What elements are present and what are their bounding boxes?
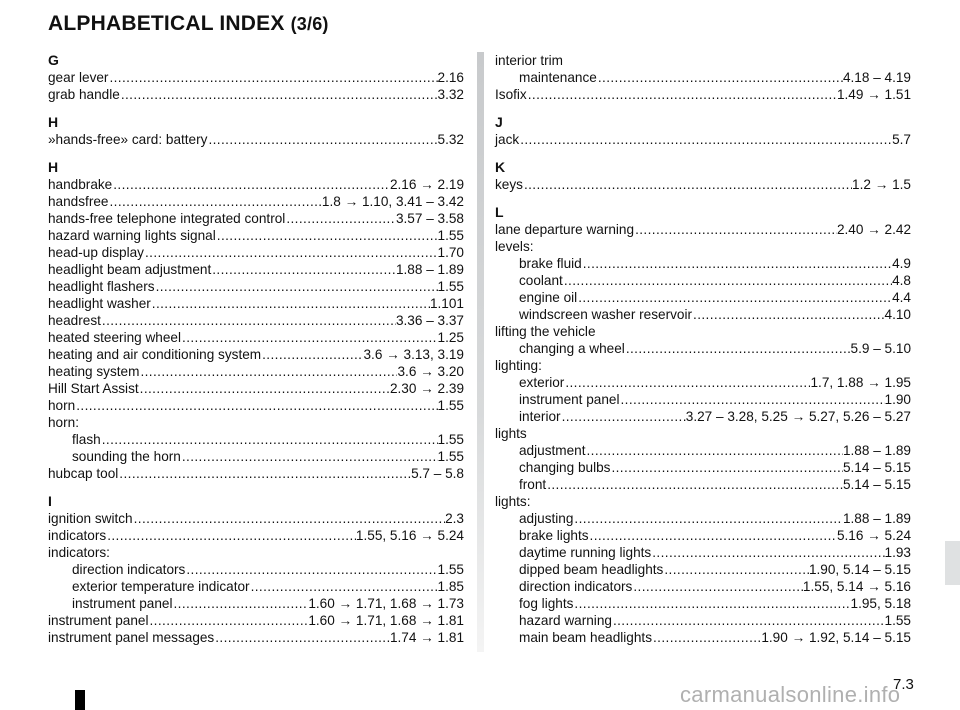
entry-label: J <box>495 114 503 130</box>
entry-page-ref: 4.8 <box>892 273 911 288</box>
entry-label: hazard warning <box>519 613 612 628</box>
index-parent-entry <box>495 52 911 69</box>
index-parent-entry <box>495 493 911 510</box>
dot-leader <box>186 561 437 578</box>
dot-leader <box>562 408 686 425</box>
dot-leader <box>547 476 843 493</box>
section-letter <box>495 114 911 131</box>
entry-page-ref: 2.40 → 2.42 <box>836 222 911 237</box>
entry-label: headlight beam adjustment <box>48 262 212 277</box>
entry-page-ref: 2.3 <box>445 511 464 526</box>
entry-label: flash <box>72 432 101 447</box>
entry-page-ref: 2.16 → 2.19 <box>389 177 464 192</box>
index-entry <box>48 527 464 544</box>
entry-page-ref: 3.32 <box>437 87 464 102</box>
section-gap <box>48 103 464 114</box>
dot-leader <box>152 295 430 312</box>
entry-label: ignition switch <box>48 511 133 526</box>
entry-label: headlight washer <box>48 296 151 311</box>
entry-label: changing bulbs <box>519 460 611 475</box>
entry-label: H <box>48 114 59 130</box>
dot-leader <box>590 527 837 544</box>
dot-leader <box>574 595 850 612</box>
index-entry <box>48 561 464 578</box>
entry-label: G <box>48 52 59 68</box>
entry-label: »hands-free» card: battery <box>48 132 208 147</box>
entry-label: levels: <box>495 239 534 254</box>
entry-page-ref: 1.25 <box>437 330 464 345</box>
index-entry <box>495 561 911 578</box>
index-entry <box>48 346 464 363</box>
entry-label: brake fluid <box>519 256 582 271</box>
entry-label: horn: <box>48 415 79 430</box>
index-entry <box>495 340 911 357</box>
entry-page-ref: 5.14 – 5.15 <box>842 477 911 492</box>
dot-leader <box>564 272 892 289</box>
entry-page-ref: 1.55 <box>437 279 464 294</box>
entry-label: heating system <box>48 364 140 379</box>
entry-label: adjusting <box>519 511 574 526</box>
index-entry <box>495 391 911 408</box>
entry-label: maintenance <box>519 70 597 85</box>
dot-leader <box>76 397 437 414</box>
entry-page-ref: 5.7 <box>892 132 911 147</box>
section-letter <box>48 114 464 131</box>
dot-leader <box>578 289 892 306</box>
entry-page-ref: 1.101 <box>429 296 464 311</box>
dot-leader <box>626 340 851 357</box>
index-entry <box>495 221 911 238</box>
dot-leader <box>140 380 390 397</box>
index-entry <box>495 306 911 323</box>
index-entry <box>48 86 464 103</box>
entry-label: horn <box>48 398 76 413</box>
dot-leader <box>140 363 397 380</box>
index-entry <box>495 544 911 561</box>
index-entry <box>48 329 464 346</box>
entry-page-ref: 1.85 <box>437 579 464 594</box>
index-entry <box>48 176 464 193</box>
index-entry <box>495 476 911 493</box>
entry-label: head-up display <box>48 245 144 260</box>
entry-label: windscreen washer reservoir <box>519 307 693 322</box>
entry-label: adjustment <box>519 443 586 458</box>
dot-leader <box>598 69 843 86</box>
index-parent-entry <box>495 323 911 340</box>
dot-leader <box>635 221 837 238</box>
entry-label: interior <box>519 409 561 424</box>
title-part: (3/6) <box>290 14 329 34</box>
dot-leader <box>565 374 810 391</box>
entry-label: handbrake <box>48 177 113 192</box>
entry-label: lighting: <box>495 358 542 373</box>
index-entry <box>495 272 911 289</box>
entry-label: engine oil <box>519 290 578 305</box>
section-gap <box>495 193 911 204</box>
entry-page-ref: 2.16 <box>437 70 464 85</box>
entry-label: lifting the vehicle <box>495 324 596 339</box>
index-entry <box>48 295 464 312</box>
dot-leader <box>251 578 438 595</box>
index-entry <box>48 193 464 210</box>
index-entry <box>48 278 464 295</box>
index-entry <box>495 629 911 646</box>
dot-leader <box>653 629 761 646</box>
section-letter <box>48 52 464 69</box>
entry-label: K <box>495 159 506 175</box>
dot-leader <box>587 442 843 459</box>
entry-page-ref: 4.9 <box>892 256 911 271</box>
index-entry <box>48 465 464 482</box>
entry-label: dipped beam headlights <box>519 562 664 577</box>
index-entry <box>495 578 911 595</box>
index-parent-entry <box>48 414 464 431</box>
index-entry <box>48 69 464 86</box>
dot-leader <box>174 595 309 612</box>
index-parent-entry <box>495 425 911 442</box>
dot-leader <box>611 459 843 476</box>
entry-page-ref: 1.60 → 1.71, 1.68 → 1.81 <box>308 613 464 628</box>
dot-leader <box>134 510 445 527</box>
entry-label: coolant <box>519 273 563 288</box>
entry-label: brake lights <box>519 528 589 543</box>
entry-label: exterior <box>519 375 565 390</box>
entry-page-ref: 1.90, 5.14 – 5.15 <box>808 562 911 577</box>
entry-page-ref: 1.88 – 1.89 <box>842 511 911 526</box>
dot-leader <box>520 131 892 148</box>
entry-page-ref: 1.55 <box>437 398 464 413</box>
dot-leader <box>217 227 438 244</box>
dot-leader <box>693 306 885 323</box>
index-entry <box>48 131 464 148</box>
entry-label: hubcap tool <box>48 466 119 481</box>
entry-label: direction indicators <box>72 562 186 577</box>
entry-page-ref: 1.95, 5.18 <box>850 596 911 611</box>
dot-leader <box>633 578 803 595</box>
entry-label: H <box>48 159 59 175</box>
entry-label: indicators <box>48 528 107 543</box>
dot-leader <box>109 69 437 86</box>
title-text: ALPHABETICAL INDEX <box>48 12 285 35</box>
entry-page-ref: 1.74 → 1.81 <box>389 630 464 645</box>
index-entry <box>495 612 911 629</box>
dot-leader <box>621 391 885 408</box>
entry-page-ref: 3.6 → 3.20 <box>397 364 464 379</box>
entry-page-ref: 1.55 <box>437 228 464 243</box>
entry-label: direction indicators <box>519 579 633 594</box>
index-entry <box>495 255 911 272</box>
index-entry <box>495 408 911 425</box>
entry-label: main beam headlights <box>519 630 652 645</box>
index-entry <box>495 527 911 544</box>
index-entry <box>495 131 911 148</box>
entry-label: changing a wheel <box>519 341 625 356</box>
index-entry <box>495 289 911 306</box>
entry-label: fog lights <box>519 596 574 611</box>
dot-leader <box>107 527 356 544</box>
index-entry <box>48 227 464 244</box>
index-entry <box>495 374 911 391</box>
entry-label: jack <box>495 132 520 147</box>
entry-label: lights: <box>495 494 531 509</box>
index-column-right <box>495 52 911 646</box>
dot-leader <box>182 448 438 465</box>
index-entry <box>48 578 464 595</box>
entry-label: I <box>48 493 52 509</box>
dot-leader <box>286 210 396 227</box>
dot-leader <box>208 131 437 148</box>
entry-label: instrument panel messages <box>48 630 215 645</box>
dot-leader <box>109 193 321 210</box>
dot-leader <box>574 510 843 527</box>
index-entry <box>495 442 911 459</box>
entry-page-ref: 1.55 <box>884 613 911 628</box>
section-letter <box>495 204 911 221</box>
entry-page-ref: 3.6 → 3.13, 3.19 <box>363 347 464 362</box>
entry-page-ref: 5.14 – 5.15 <box>842 460 911 475</box>
entry-label: heating and air conditioning system <box>48 347 262 362</box>
entry-page-ref: 1.93 <box>884 545 911 560</box>
entry-label: daytime running lights <box>519 545 652 560</box>
print-mark <box>75 690 85 710</box>
entry-label: L <box>495 204 504 220</box>
dot-leader <box>524 176 852 193</box>
entry-page-ref: 1.55 <box>437 562 464 577</box>
index-entry <box>495 176 911 193</box>
entry-label: instrument panel <box>519 392 620 407</box>
entry-page-ref: 2.30 → 2.39 <box>389 381 464 396</box>
entry-page-ref: 1.60 → 1.71, 1.68 → 1.73 <box>308 596 464 611</box>
dot-leader <box>150 612 309 629</box>
index-column-left <box>48 52 464 646</box>
page-title <box>48 12 329 36</box>
section-letter <box>48 493 464 510</box>
index-entry <box>48 210 464 227</box>
page-number: 7.3 <box>893 676 914 693</box>
dot-leader <box>121 86 438 103</box>
entry-page-ref: 3.57 – 3.58 <box>395 211 464 226</box>
dot-leader <box>212 261 396 278</box>
entry-page-ref: 1.2 → 1.5 <box>852 177 911 192</box>
index-entry <box>48 261 464 278</box>
entry-page-ref: 1.55, 5.16 → 5.24 <box>355 528 464 543</box>
entry-page-ref: 1.8 → 1.10, 3.41 – 3.42 <box>321 194 464 209</box>
dot-leader <box>262 346 363 363</box>
section-gap <box>48 482 464 493</box>
entry-label: gear lever <box>48 70 109 85</box>
dot-leader <box>156 278 438 295</box>
dot-leader <box>652 544 884 561</box>
index-entry <box>495 69 911 86</box>
entry-label: headlight flashers <box>48 279 155 294</box>
entry-label: lights <box>495 426 527 441</box>
dot-leader <box>182 329 438 346</box>
index-entry <box>48 431 464 448</box>
index-entry <box>48 380 464 397</box>
index-entry <box>48 612 464 629</box>
entry-label: instrument panel <box>72 596 173 611</box>
index-entry <box>48 595 464 612</box>
index-entry <box>48 312 464 329</box>
entry-page-ref: 5.32 <box>437 132 464 147</box>
watermark: carmanualsonline.info <box>680 682 901 707</box>
entry-label: hands-free telephone integrated control <box>48 211 286 226</box>
entry-page-ref: 4.10 <box>884 307 911 322</box>
entry-page-ref: 1.88 – 1.89 <box>842 443 911 458</box>
column-divider <box>477 52 484 652</box>
dot-leader <box>583 255 892 272</box>
dot-leader <box>102 312 396 329</box>
dot-leader <box>145 244 438 261</box>
section-tab <box>945 541 960 585</box>
entry-label: instrument panel <box>48 613 149 628</box>
entry-label: Hill Start Assist <box>48 381 139 396</box>
section-gap <box>495 103 911 114</box>
index-entry <box>48 510 464 527</box>
entry-label: headrest <box>48 313 101 328</box>
entry-label: Isofix <box>495 87 527 102</box>
dot-leader <box>613 612 885 629</box>
dot-leader <box>215 629 390 646</box>
entry-page-ref: 1.90 <box>884 392 911 407</box>
entry-page-ref: 1.55 <box>437 432 464 447</box>
index-entry <box>495 510 911 527</box>
entry-label: handsfree <box>48 194 109 209</box>
entry-label: front <box>519 477 547 492</box>
entry-label: interior trim <box>495 53 563 68</box>
dot-leader <box>119 465 411 482</box>
entry-label: sounding the horn <box>72 449 181 464</box>
entry-page-ref: 3.27 – 3.28, 5.25 → 5.27, 5.26 – 5.27 <box>685 409 911 424</box>
index-entry <box>495 595 911 612</box>
dot-leader <box>528 86 837 103</box>
entry-page-ref: 1.55, 5.14 → 5.16 <box>802 579 911 594</box>
index-entry <box>48 448 464 465</box>
index-parent-entry <box>495 238 911 255</box>
entry-label: exterior temperature indicator <box>72 579 250 594</box>
entry-page-ref: 1.88 – 1.89 <box>395 262 464 277</box>
entry-page-ref: 5.9 – 5.10 <box>850 341 911 356</box>
index-entry <box>48 244 464 261</box>
entry-page-ref: 1.90 → 1.92, 5.14 – 5.15 <box>761 630 911 645</box>
entry-page-ref: 1.55 <box>437 449 464 464</box>
dot-leader <box>113 176 390 193</box>
entry-page-ref: 1.7, 1.88 → 1.95 <box>810 375 911 390</box>
dot-leader <box>102 431 438 448</box>
entry-label: heated steering wheel <box>48 330 182 345</box>
section-letter <box>48 159 464 176</box>
index-entry <box>48 629 464 646</box>
entry-page-ref: 1.70 <box>437 245 464 260</box>
index-parent-entry <box>48 544 464 561</box>
index-entry <box>48 363 464 380</box>
entry-label: keys <box>495 177 523 192</box>
section-gap <box>48 148 464 159</box>
dot-leader <box>664 561 809 578</box>
index-entry <box>48 397 464 414</box>
entry-label: lane departure warning <box>495 222 635 237</box>
entry-label: hazard warning lights signal <box>48 228 216 243</box>
entry-page-ref: 5.7 – 5.8 <box>411 466 464 481</box>
section-letter <box>495 159 911 176</box>
entry-page-ref: 4.18 – 4.19 <box>842 70 911 85</box>
entry-page-ref: 4.4 <box>892 290 911 305</box>
entry-page-ref: 3.36 – 3.37 <box>395 313 464 328</box>
entry-page-ref: 5.16 → 5.24 <box>836 528 911 543</box>
index-entry <box>495 86 911 103</box>
section-gap <box>495 148 911 159</box>
index-entry <box>495 459 911 476</box>
index-parent-entry <box>495 357 911 374</box>
entry-page-ref: 1.49 → 1.51 <box>836 87 911 102</box>
entry-label: grab handle <box>48 87 120 102</box>
entry-label: indicators: <box>48 545 110 560</box>
